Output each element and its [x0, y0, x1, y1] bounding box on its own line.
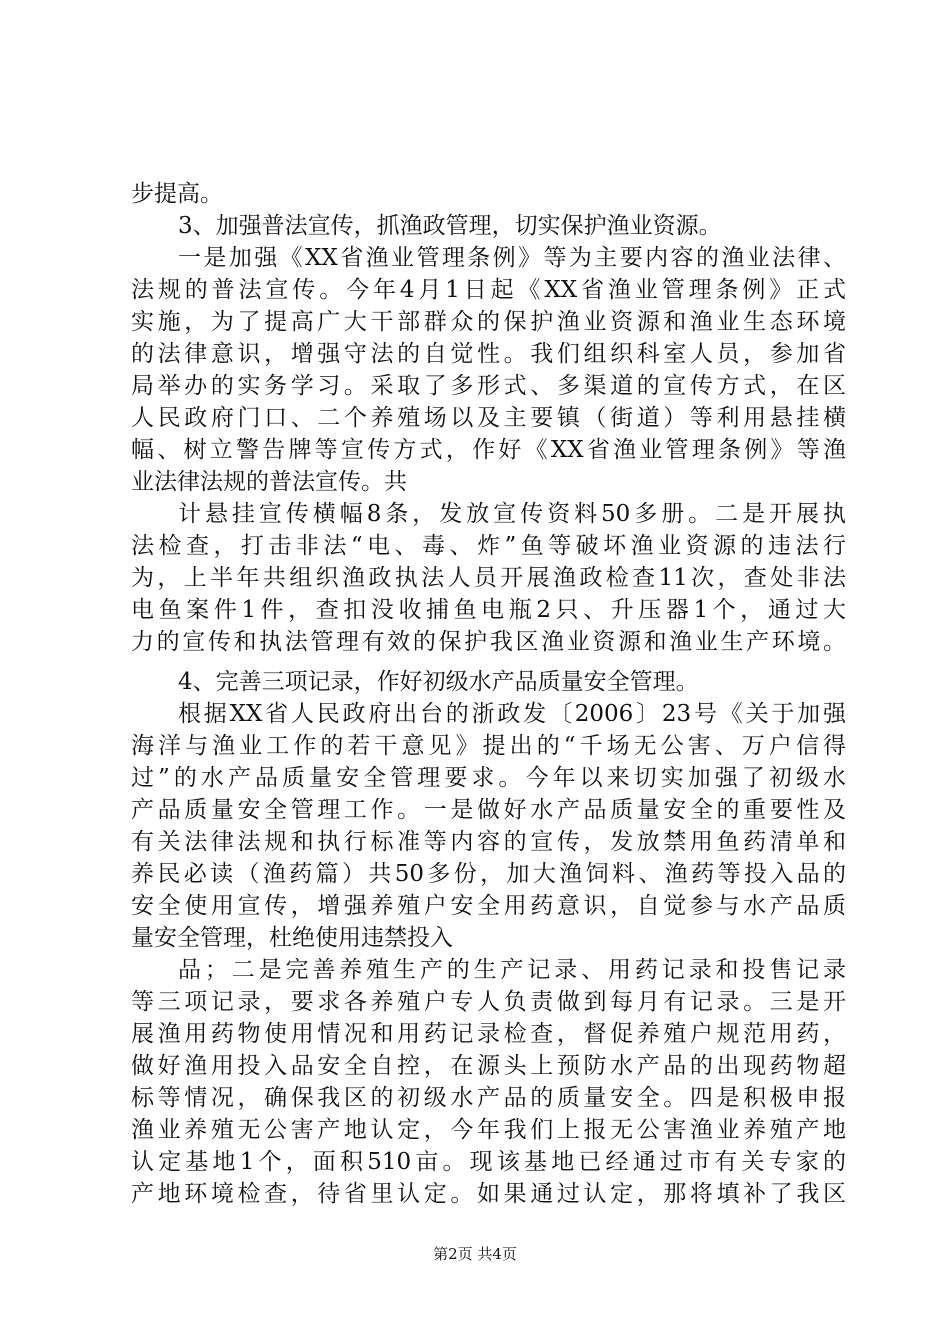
text-line: 标等情况，确保我区的初级水产品的质量安全。四是积极申报 — [131, 1085, 846, 1111]
text-line: 局举办的实务学习。采取了多形式、多渠道的宣传方式，在区 — [131, 373, 846, 399]
text-line: 海洋与渔业工作的若干意见》提出的“千场无公害、万户信得 — [131, 733, 846, 759]
text-line: 养民必读（渔药篇）共50多份，加大渔饲料、渔药等投入品的 — [131, 861, 846, 887]
text-line: 为，上半年共组织渔政执法人员开展渔政检查11次，查处非法 — [131, 565, 846, 591]
text-line: 量安全管理，杜绝使用违禁投入 — [131, 925, 453, 951]
text-line: 实施，为了提高广大干部群众的保护渔业资源和渔业生态环境 — [131, 309, 846, 335]
text-line: 认定基地1个，面积510亩。现该基地已经通过市有关专家的 — [131, 1149, 846, 1175]
text-line: 做好渔用投入品安全自控，在源头上预防水产品的出现药物超 — [131, 1053, 846, 1079]
text-line: 有关法律法规和执行标准等内容的宣传，发放禁用鱼药清单和 — [131, 829, 846, 855]
text-line: 产品质量安全管理工作。一是做好水产品质量安全的重要性及 — [131, 797, 846, 823]
text-line: 产地环境检查，待省里认定。如果通过认定，那将填补了我区 — [131, 1181, 846, 1207]
text-line: 安全使用宣传，增强养殖户安全用药意识，自觉参与水产品质 — [131, 893, 846, 919]
section-heading: 4、完善三项记录，作好初级水产品质量安全管理。 — [178, 669, 699, 695]
text-line: 的法律意识，增强守法的自觉性。我们组织科室人员，参加省 — [131, 341, 846, 367]
text-line: 人民政府门口、二个养殖场以及主要镇（街道）等利用悬挂横 — [131, 405, 846, 431]
text-line: 幅、树立警告牌等宣传方式，作好《XX省渔业管理条例》等渔 — [131, 437, 846, 463]
text-line: 等三项记录，要求各养殖户专人负责做到每月有记录。三是开 — [131, 989, 846, 1015]
text-line: 渔业养殖无公害产地认定，今年我们上报无公害渔业养殖产地 — [131, 1117, 846, 1143]
text-line: 品；二是完善养殖生产的生产记录、用药记录和投售记录 — [178, 957, 846, 983]
text-line: 法检查，打击非法“电、毒、炸”鱼等破坏渔业资源的违法行 — [131, 533, 846, 559]
text-line: 展渔用药物使用情况和用药记录检查，督促养殖户规范用药， — [131, 1021, 846, 1047]
text-line: 计悬挂宣传横幅8条，发放宣传资料50多册。二是开展执 — [178, 501, 846, 527]
text-line: 步提高。 — [131, 181, 223, 207]
text-line: 一是加强《XX省渔业管理条例》等为主要内容的渔业法律、 — [178, 245, 846, 271]
text-line: 业法律法规的普法宣传。共 — [131, 469, 407, 495]
text-line: 电鱼案件1件，查扣没收捕鱼电瓶2只、升压器1个，通过大 — [131, 597, 846, 623]
text-line: 根据XX省人民政府出台的浙政发〔2006〕23号《关于加强 — [178, 701, 846, 727]
text-line: 法规的普法宣传。今年4月1日起《XX省渔业管理条例》正式 — [131, 277, 846, 303]
text-line: 力的宣传和执法管理有效的保护我区渔业资源和渔业生产环境。 — [131, 629, 846, 655]
text-line: 过”的水产品质量安全管理要求。今年以来切实加强了初级水 — [131, 765, 846, 791]
page-footer: 第2页 共4页 — [433, 1245, 517, 1263]
section-heading: 3、加强普法宣传，抓渔政管理，切实保护渔业资源。 — [178, 213, 722, 239]
